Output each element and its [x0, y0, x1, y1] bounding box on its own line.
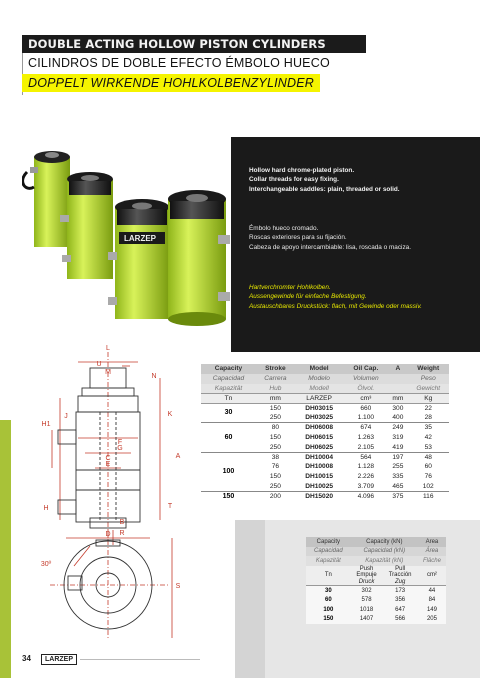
spec-weight-cell: 60	[424, 463, 432, 471]
cap-unit-pull-de: Zug	[394, 578, 406, 585]
spec-a-cell: 300	[392, 404, 404, 412]
dim-label-N: N	[151, 373, 157, 380]
cap-units-row	[306, 566, 446, 586]
header-oil-cap: Oil Cap.	[343, 364, 388, 374]
cap-unit-pull-es: Tracción	[388, 572, 412, 579]
spec-stroke-cell: 38	[256, 452, 295, 462]
spec-capacity-cell: 30	[224, 409, 233, 417]
footer-rule	[80, 659, 200, 660]
cap-unit-pull-en: Pull	[395, 566, 406, 573]
features-de	[249, 283, 422, 311]
spec-weight-cell: 76	[424, 473, 432, 481]
spec-row	[201, 452, 449, 462]
cap-push-cell: 302	[351, 586, 383, 596]
cap-header-es-area: Área	[418, 547, 446, 557]
capacity-row	[306, 595, 446, 605]
spec-stroke-cell: 250	[269, 443, 281, 451]
cap-header-area: Area	[418, 537, 446, 547]
header-de-modell: Modell	[295, 384, 344, 394]
dim-label-A: A	[175, 453, 181, 460]
cap-tn-cell: 150	[306, 615, 351, 625]
spec-header-es	[201, 374, 449, 384]
page-title: DOUBLE ACTING HOLLOW PISTON CYLINDERS	[22, 35, 366, 53]
unit-mm: mm	[256, 393, 295, 403]
dim-label-E: E	[105, 461, 111, 468]
spec-weight-cell: 22	[424, 404, 432, 412]
cap-header-de	[306, 556, 446, 566]
cap-area-cell: 205	[418, 615, 446, 625]
dim-label-U: U	[96, 361, 102, 368]
spec-oil-cap-cell: 3.709	[357, 482, 375, 490]
unit-a-mm: mm	[388, 393, 407, 403]
spec-row	[201, 423, 449, 433]
header-de-kapazitat: Kapazität	[201, 384, 256, 394]
cap-header-es-kn: Capacidad (kN)	[351, 547, 418, 557]
header-es-peso: Peso	[407, 374, 449, 384]
spec-row	[201, 403, 449, 413]
feature-en-1: Hollow hard chrome-plated piston.	[249, 167, 355, 174]
spec-model-cell: DH03025	[305, 414, 334, 422]
page-subtitle-es: CILINDROS DE DOBLE EFECTO ÉMBOLO HUECO	[28, 56, 330, 70]
cap-pull-cell: 356	[382, 595, 418, 605]
header-es-carrera: Carrera	[256, 374, 295, 384]
header-de-olvol: Ölvol.	[343, 384, 388, 394]
spec-weight-cell: 35	[407, 423, 449, 433]
feature-en-2: Collar threads for easy fixing.	[249, 176, 339, 184]
cap-push-cell: 578	[351, 595, 383, 605]
technical-drawing	[30, 340, 192, 640]
header-es-a	[388, 374, 407, 384]
cap-unit-tn: Tn	[306, 566, 351, 586]
spec-oil-cap-cell: 564	[343, 452, 388, 462]
capacity-table	[306, 537, 446, 624]
spec-oil-cap-cell: 674	[343, 423, 388, 433]
photo-brand-label: LARZEP	[124, 234, 156, 243]
cap-push-cell: 1407	[351, 615, 383, 625]
spec-model-cell: DH15020	[295, 491, 344, 501]
dim-label-T: T	[167, 503, 173, 510]
cap-header-es	[306, 547, 446, 557]
spec-weight-cell: 53	[424, 443, 432, 451]
cap-push-cell: 1018	[351, 605, 383, 615]
spec-stroke-cell: 150	[269, 473, 281, 481]
cap-area-cell: 44	[418, 586, 446, 596]
cap-unit-pull	[382, 566, 418, 586]
spec-oil-cap-cell: 2.105	[357, 443, 375, 451]
dim-label-H: H	[43, 505, 49, 512]
dim-label-F: F	[117, 439, 123, 446]
feature-es-3: Cabeza de apoyo intercambiable: lisa, roscada o maciza.	[249, 243, 411, 251]
spec-stroke-cell: 80	[256, 423, 295, 433]
capacity-row	[306, 605, 446, 615]
header-model: Model	[295, 364, 344, 374]
spec-weight-cell: 42	[424, 433, 432, 441]
spec-model-cell: DH06025	[305, 443, 334, 451]
spec-capacity-cell: 60	[201, 423, 256, 452]
dim-label-L: L	[106, 345, 110, 352]
dim-label-J: J	[64, 413, 68, 420]
spec-oil-cap-cell: 1.100	[357, 414, 375, 422]
header-a: A	[388, 364, 407, 374]
spec-weight-cell: 102	[422, 482, 434, 490]
header-de-a	[388, 384, 407, 394]
spec-stroke-cell: 150	[269, 404, 281, 412]
spec-units-row	[201, 393, 449, 403]
cap-pull-cell: 647	[382, 605, 418, 615]
unit-tn: Tn	[201, 393, 256, 403]
spec-oil-cap-cell: 2.226	[357, 473, 375, 481]
spec-capacity-cell: 100	[201, 452, 256, 491]
spec-model-cell: DH03015	[305, 404, 334, 412]
spec-header-en	[201, 364, 449, 374]
feature-es-2: Roscas exteriores para su fijación.	[249, 234, 347, 242]
cap-area-cell: 149	[418, 605, 446, 615]
dim-label-D: D	[105, 531, 111, 538]
spec-a-cell: 419	[392, 443, 404, 451]
cap-tn-cell: 30	[306, 586, 351, 596]
spec-weight-cell: 28	[424, 414, 432, 422]
spec-a-cell: 375	[388, 491, 407, 501]
dim-label-R: R	[119, 530, 125, 537]
spec-weight-cell: 116	[407, 491, 449, 501]
spec-oil-cap-cell: 4.096	[343, 491, 388, 501]
dim-label-C: C	[105, 455, 111, 462]
cap-header-de-kn: Kapazität (kN)	[351, 556, 418, 566]
cap-tn-cell: 100	[306, 605, 351, 615]
spec-a-cell: 197	[388, 452, 407, 462]
spec-model-cell: DH10015	[305, 473, 334, 481]
cap-pull-cell: 173	[382, 586, 418, 596]
spec-model-cell: DH10025	[305, 482, 334, 490]
header-es-capacidad: Capacidad	[201, 374, 256, 384]
spec-oil-cap-cell: 660	[360, 404, 372, 412]
spec-stroke-cell: 250	[269, 482, 281, 490]
spec-model-cell: DH06008	[295, 423, 344, 433]
unit-larzep: LARZEP	[295, 393, 344, 403]
feature-es-1: Émbolo hueco cromado.	[249, 225, 319, 232]
header-es-volumen: Volumen	[343, 374, 388, 384]
capacity-row	[306, 586, 446, 596]
spec-model-cell: DH10004	[295, 452, 344, 462]
cap-unit-push-de: Druck	[358, 578, 375, 585]
side-accent-bar	[0, 420, 11, 678]
cap-tn-cell: 60	[306, 595, 351, 605]
spec-stroke-cell: 76	[271, 463, 280, 471]
spec-a-cell: 319	[392, 433, 404, 441]
feature-de-2: Aussengewinde für einfache Befestigung.	[249, 293, 367, 301]
spec-row	[201, 491, 449, 501]
spec-model-cell: DH06015	[305, 433, 334, 441]
cap-header-de-kapazitat: Kapazität	[306, 556, 351, 566]
feature-de-1: Hartverchromter Hohlkolben.	[249, 284, 331, 291]
dim-label-angle: 30º	[40, 561, 52, 568]
spec-a-cell: 400	[392, 414, 404, 422]
header-es-modelo: Modelo	[295, 374, 344, 384]
cap-unit-push-es: Empuje	[356, 572, 377, 579]
spec-a-cell: 335	[392, 473, 404, 481]
specifications-table	[201, 364, 449, 501]
spec-a-cell: 255	[392, 463, 404, 471]
dim-label-G: G	[117, 445, 123, 452]
header-de-gewicht: Gewicht	[407, 384, 449, 394]
cap-header-kn: Capacity (kN)	[351, 537, 418, 547]
product-photo	[22, 137, 234, 345]
spec-capacity-cell: 150	[201, 491, 256, 501]
spec-stroke-cell: 250	[269, 414, 281, 422]
header-stroke: Stroke	[256, 364, 295, 374]
features-en	[249, 166, 400, 194]
dim-label-S: S	[175, 583, 181, 590]
dim-label-M: M	[105, 369, 111, 376]
cap-unit-push-en: Push	[359, 566, 374, 573]
cap-header-de-flache: Fläche	[418, 556, 446, 566]
spec-stroke-cell: 150	[269, 433, 281, 441]
spec-oil-cap-cell: 1.128	[357, 463, 375, 471]
dim-label-H1: H1	[41, 421, 51, 428]
cap-unit-push	[351, 566, 383, 586]
header-de-hub: Hub	[256, 384, 295, 394]
brand-logo: LARZEP	[41, 654, 77, 665]
dim-label-K: K	[167, 411, 173, 418]
feature-de-3: Austauschbares Druckstück: flach, mit Gewinde oder massiv.	[249, 302, 422, 310]
page-subtitle-de: DOPPELT WIRKENDE HOHLKOLBENZYLINDER	[22, 74, 320, 92]
cap-header-es-capacidad: Capacidad	[306, 547, 351, 557]
spec-model-cell: DH10008	[305, 463, 334, 471]
capacity-row	[306, 615, 446, 625]
spec-header-de	[201, 384, 449, 394]
dim-label-B: B	[119, 519, 125, 526]
spec-a-cell: 465	[392, 482, 404, 490]
spec-weight-cell: 48	[407, 452, 449, 462]
header-weight: Weight	[407, 364, 449, 374]
spec-oil-cap-cell: 1.263	[357, 433, 375, 441]
cap-unit-area: cm²	[418, 566, 446, 586]
spec-a-cell: 249	[388, 423, 407, 433]
features-es	[249, 224, 411, 252]
cap-header-en	[306, 537, 446, 547]
unit-cm3: cm³	[343, 393, 388, 403]
cap-pull-cell: 566	[382, 615, 418, 625]
unit-kg: Kg	[407, 393, 449, 403]
header-capacity: Capacity	[201, 364, 256, 374]
cap-area-cell: 84	[418, 595, 446, 605]
page-number: 34	[22, 654, 31, 663]
cap-header-capacity: Capacity	[306, 537, 351, 547]
feature-en-3: Interchangeable saddles: plain, threaded or solid.	[249, 185, 400, 193]
spec-stroke-cell: 200	[256, 491, 295, 501]
